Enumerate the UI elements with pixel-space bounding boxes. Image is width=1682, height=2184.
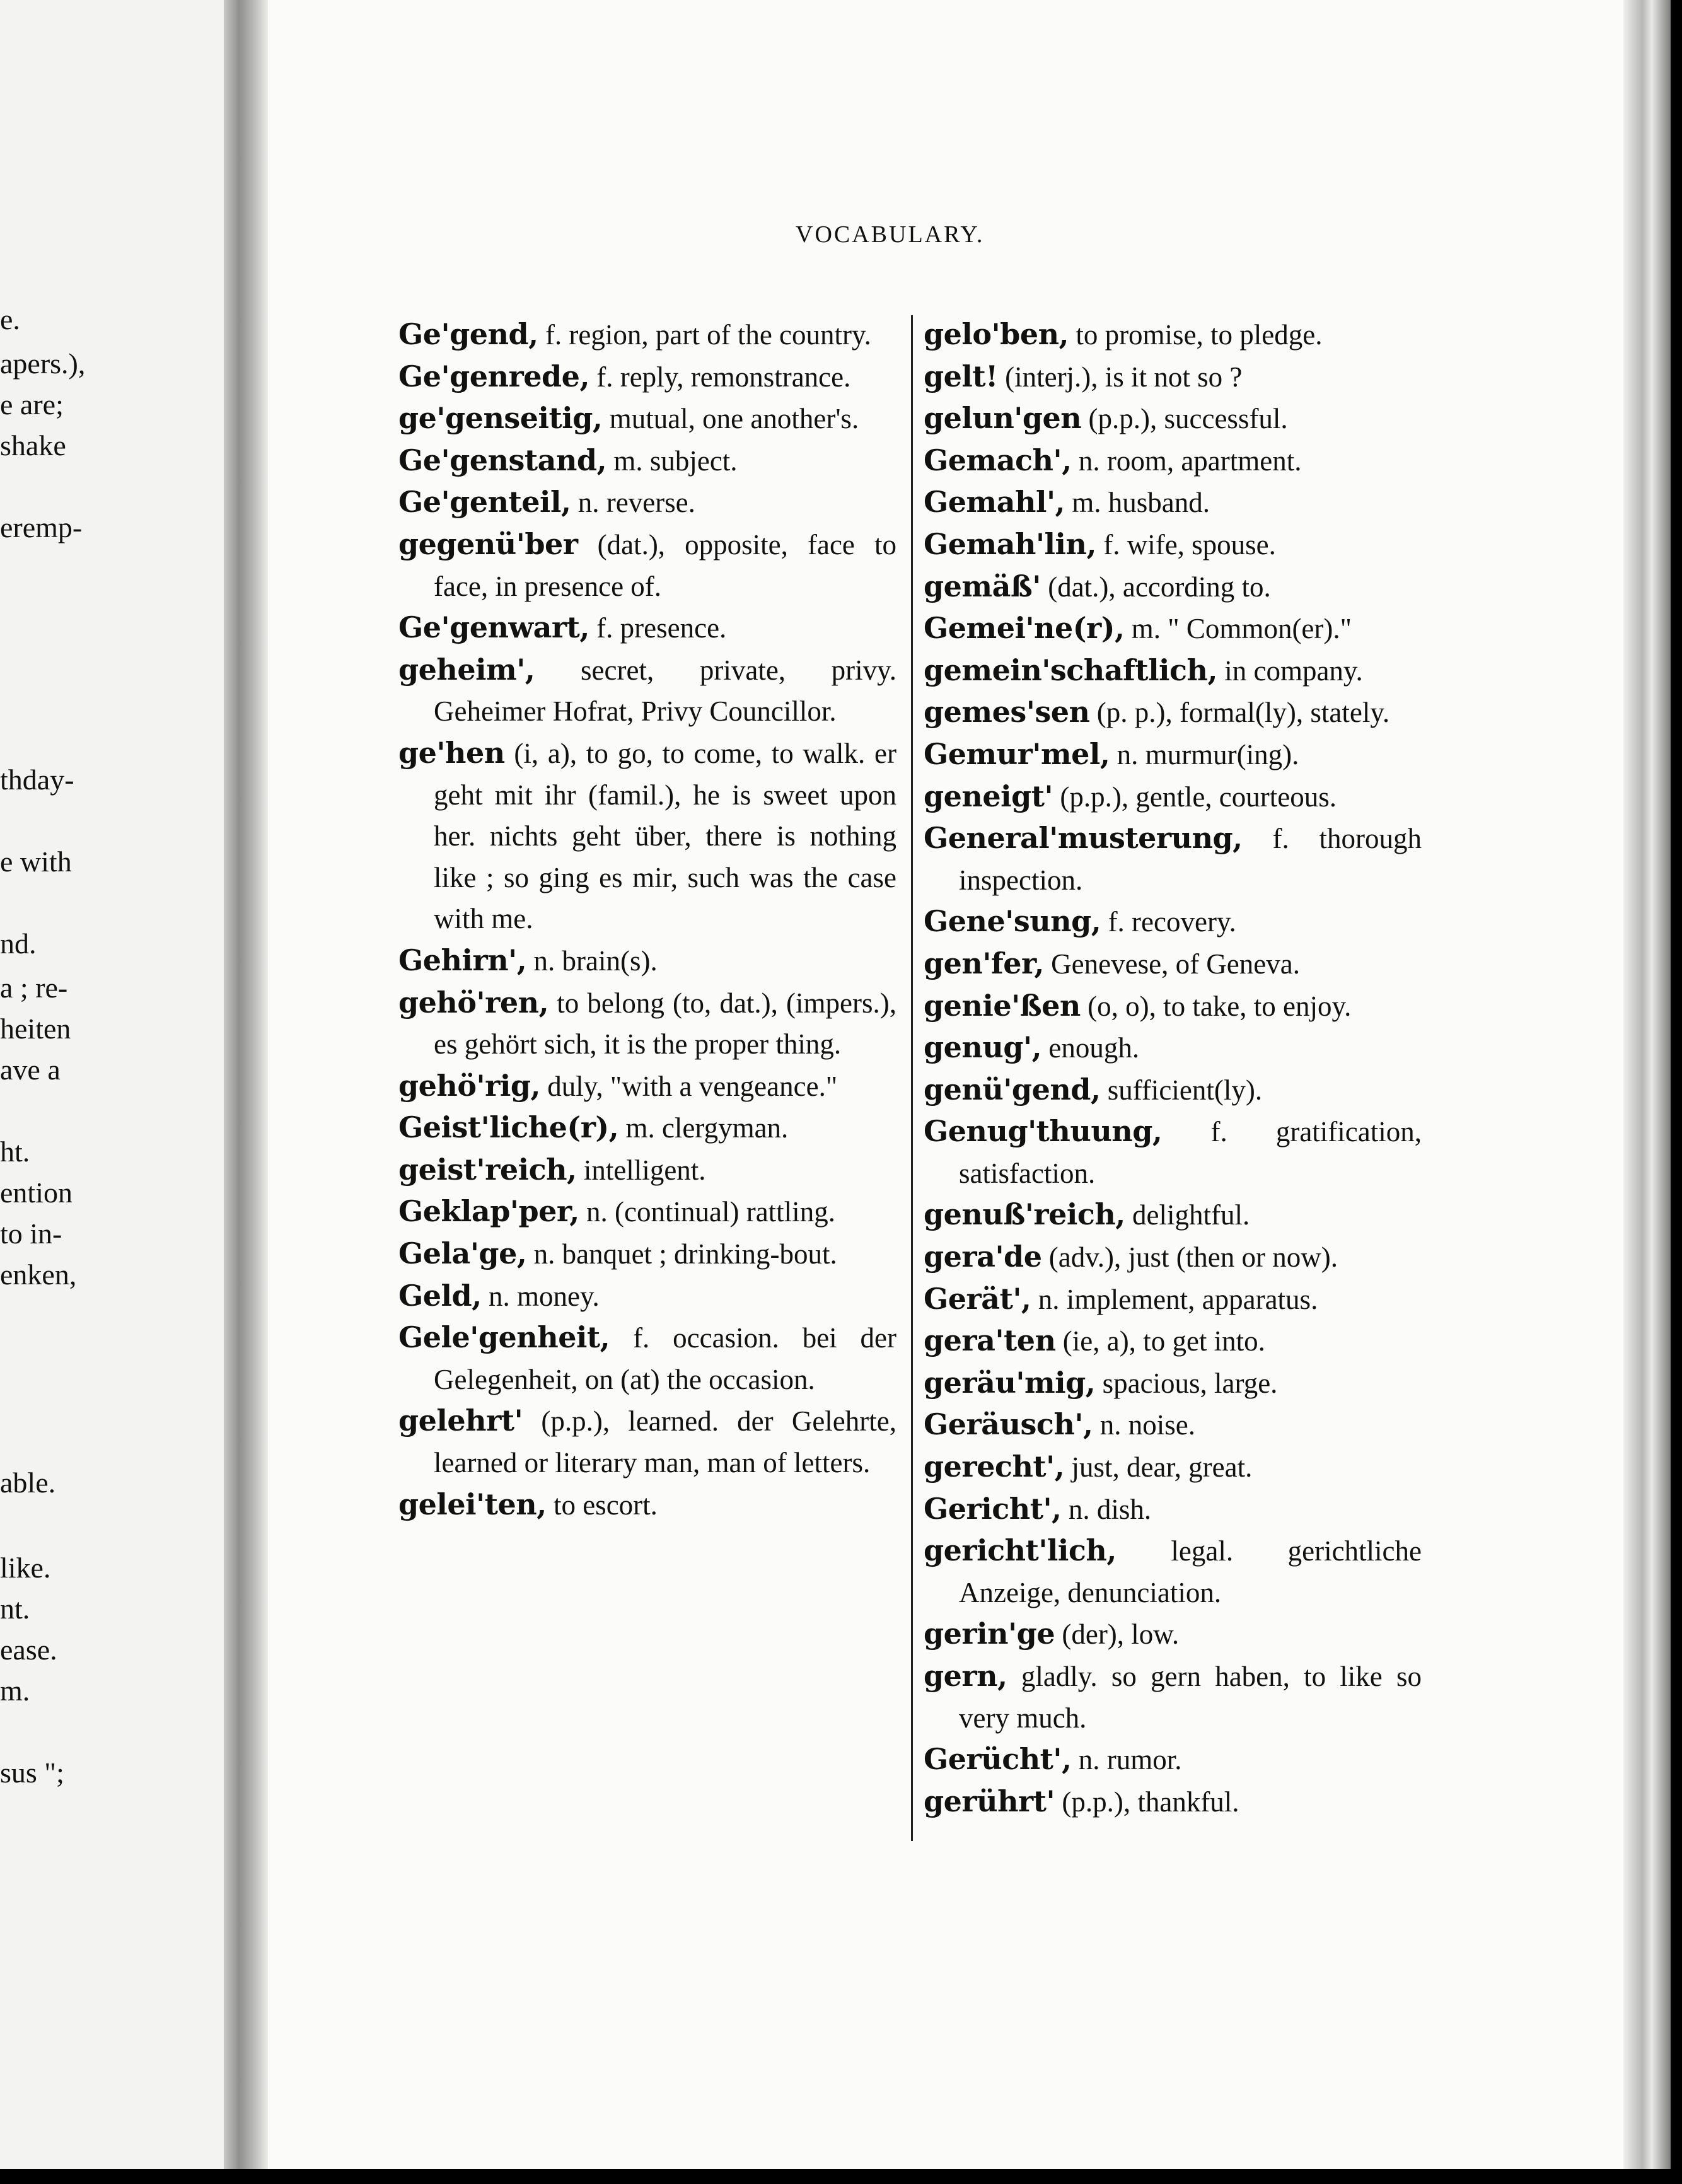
definition: n. noise. [1093, 1409, 1195, 1441]
headword: geneigt' [924, 779, 1053, 813]
fragment-line: e. [0, 303, 20, 335]
headword: Gehirn', [398, 943, 527, 977]
vocab-entry [398, 482, 896, 524]
fragment-line: like. [0, 1552, 51, 1584]
vocab-entry [924, 1362, 1422, 1405]
vocab-entry [924, 1446, 1422, 1489]
headword: Ge'genwart, [398, 610, 589, 645]
definition: (dat.), according to. [1040, 571, 1271, 603]
vocab-entry [398, 356, 896, 398]
definition: n. room, apartment. [1071, 444, 1302, 477]
headword: Ge'genrede, [398, 359, 589, 393]
vocab-entry [398, 607, 896, 649]
vocab-entry [924, 1111, 1422, 1194]
definition: (dat.), opposite, face to face, in presence of. [434, 528, 896, 602]
definition: f. recovery. [1101, 906, 1236, 938]
definition: gladly. so gern haben, to like so very much. [959, 1661, 1422, 1734]
headword: genie'ßen [924, 988, 1081, 1023]
definition: duly, "with a vengeance." [540, 1070, 838, 1102]
vocab-entry [924, 440, 1422, 482]
headword: General'musterung, [924, 821, 1243, 856]
headword: Gericht', [924, 1491, 1062, 1526]
fragment-line: ave a [0, 1054, 61, 1086]
definition: n. banquet ; drinking-bout. [526, 1238, 837, 1270]
definition: f. region, part of the country. [538, 319, 871, 351]
headword: Gemahl', [924, 485, 1065, 520]
definition: (p.p.), thankful. [1055, 1786, 1239, 1818]
definition: to escort. [546, 1489, 658, 1521]
vocab-entry [398, 1233, 896, 1275]
fragment-line: ease. [0, 1634, 57, 1666]
definition: enough. [1041, 1032, 1140, 1064]
headword: Gemur'mel, [924, 736, 1110, 771]
headword: gerührt' [924, 1784, 1055, 1818]
headword: genü'gend, [924, 1072, 1101, 1107]
fragment-line: a ; re- [0, 972, 68, 1004]
headword: Gemah'lin, [924, 526, 1096, 561]
definition: (i, a), to go, to come, to walk. er geht mit ihr (famil.), he is sweet upon her. nichts geht über, there is nothing like ; so ging es mir, such was the case with me. [434, 737, 896, 935]
vocab-entry [924, 1613, 1422, 1656]
headword: Ge'genstand, [398, 443, 607, 477]
headword: gera'de [924, 1240, 1042, 1274]
definition: delightful. [1125, 1199, 1250, 1231]
vocab-entry [398, 1149, 896, 1192]
definition: Genevese, of Geneva. [1043, 948, 1300, 980]
vocab-entry [398, 1275, 896, 1318]
definition: to belong (to, dat.), (impers.), es gehört sich, it is the proper thing. [434, 987, 896, 1060]
headword: gelo'ben, [924, 317, 1069, 351]
definition: m. clergyman. [618, 1112, 789, 1144]
vocab-entry [924, 1069, 1422, 1112]
definition: (p.p.), gentle, courteous. [1053, 781, 1337, 813]
vocab-entry [924, 1194, 1422, 1236]
headword: gelun'gen [924, 401, 1082, 436]
headword: gemes'sen [924, 695, 1090, 729]
vocab-entry [398, 982, 896, 1066]
vocab-entry [924, 398, 1422, 440]
fragment-line: m. [0, 1675, 30, 1707]
fragment-line: shake [0, 429, 66, 462]
definition: (o, o), to take, to enjoy. [1080, 990, 1352, 1022]
fragment-line: heiten [0, 1013, 71, 1045]
vocab-entry [398, 1317, 896, 1400]
fragment-line: nt. [0, 1593, 30, 1625]
definition: in company. [1217, 654, 1363, 687]
vocab-entry [924, 1781, 1422, 1823]
definition: mutual, one another's. [602, 403, 859, 435]
vocab-entry [398, 398, 896, 440]
vocab-entry [924, 776, 1422, 818]
vocab-entry [924, 482, 1422, 524]
headword: gericht'lich, [924, 1533, 1116, 1568]
headword: Gela'ge, [398, 1236, 527, 1271]
definition: m. subject. [606, 444, 738, 477]
definition: n. money. [481, 1280, 600, 1312]
definition: (p.p.), learned. der Gelehrte, learned or literary man, man of letters. [434, 1405, 896, 1479]
vocab-entry [398, 1191, 896, 1233]
fragment-line: eremp- [0, 511, 83, 543]
vocab-entry [924, 1027, 1422, 1069]
definition: f. occasion. bei der Gelegenheit, on (at) the occasion. [434, 1322, 896, 1395]
definition: intelligent. [576, 1154, 706, 1186]
headword: gen'fer, [924, 946, 1044, 980]
headword: geheim', [398, 652, 535, 687]
headword: Geräusch', [924, 1407, 1093, 1442]
definition: n. dish. [1061, 1493, 1152, 1525]
vocab-entry [924, 1236, 1422, 1279]
vocab-entry [924, 734, 1422, 776]
headword: gehö'ren, [398, 985, 549, 1019]
definition: n. reverse. [571, 487, 695, 519]
headword: gemein'schaftlich, [924, 653, 1217, 687]
headword: Ge'gend, [398, 317, 538, 351]
definition: sufficient(ly). [1100, 1074, 1263, 1106]
vocab-entry [398, 1400, 896, 1484]
headword: ge'hen [398, 735, 505, 770]
vocab-entry [924, 692, 1422, 734]
fragment-line: e with [0, 845, 72, 878]
vocab-entry [924, 1489, 1422, 1531]
headword: gern, [924, 1659, 1007, 1693]
vocab-entry [398, 1484, 896, 1526]
vocab-entry [924, 650, 1422, 692]
fragment-line: ht. [0, 1136, 30, 1168]
vocab-entry [924, 1656, 1422, 1739]
headword: gerin'ge [924, 1617, 1055, 1651]
fragment-line: able. [0, 1467, 56, 1499]
vocab-entry [398, 733, 896, 940]
headword: gehö'rig, [398, 1068, 541, 1103]
definition: (ie, a), to get into. [1055, 1325, 1265, 1357]
headword: gelehrt' [398, 1403, 523, 1438]
vocab-entry [924, 314, 1422, 356]
definition: (p. p.), formal(ly), stately. [1089, 697, 1390, 729]
headword: ge'genseitig, [398, 401, 603, 436]
headword: Geld, [398, 1278, 482, 1313]
definition: just, dear, great. [1064, 1451, 1253, 1484]
definition: spacious, large. [1095, 1367, 1278, 1399]
definition: n. murmur(ing). [1110, 738, 1299, 770]
definition: (p.p.), successful. [1081, 403, 1288, 435]
vocab-entry [398, 524, 896, 607]
definition: to promise, to pledge. [1069, 319, 1323, 351]
definition: legal. gerichtliche Anzeige, denunciation. [959, 1535, 1422, 1608]
vocabulary-column-right [924, 314, 1422, 1823]
headword: Gele'genheit, [398, 1320, 610, 1355]
page-edge [1623, 0, 1671, 2169]
headword: Geist'liche(r), [398, 1110, 619, 1145]
page-title: VOCABULARY. [796, 221, 985, 248]
definition: f. presence. [589, 612, 727, 644]
vocab-entry [398, 940, 896, 982]
scan-border [0, 2169, 1682, 2184]
headword: Ge'genteil, [398, 485, 571, 520]
definition: (der), low. [1055, 1618, 1180, 1651]
definition: f. thorough inspection. [959, 823, 1422, 896]
headword: genug', [924, 1030, 1042, 1065]
vocab-entry [398, 649, 896, 733]
definition: f. gratification, satisfaction. [959, 1116, 1422, 1189]
definition: (interj.), is it not so ? [997, 361, 1243, 393]
definition: f. wife, spouse. [1096, 528, 1276, 561]
vocab-entry [398, 440, 896, 482]
definition: n. implement, apparatus. [1031, 1283, 1318, 1315]
headword: Geklap'per, [398, 1194, 579, 1229]
headword: geräu'mig, [924, 1365, 1096, 1400]
definition: f. reply, remonstrance. [589, 361, 851, 393]
definition: n. (continual) rattling. [579, 1196, 835, 1228]
vocab-entry [398, 314, 896, 356]
vocab-entry [924, 1530, 1422, 1613]
vocab-entry [398, 1066, 896, 1108]
vocab-entry [924, 818, 1422, 901]
fragment-line: to in- [0, 1217, 62, 1250]
vocab-entry [924, 524, 1422, 566]
headword: Gerücht', [924, 1742, 1072, 1777]
vocab-entry [924, 985, 1422, 1028]
fragment-line: e are; [0, 388, 64, 421]
definition: secret, private, privy. Geheimer Hofrat, Privy Councillor. [434, 654, 896, 728]
headword: genuß'reich, [924, 1197, 1125, 1232]
definition: n. rumor. [1071, 1744, 1182, 1776]
headword: Gemach', [924, 443, 1072, 477]
definition: n. brain(s). [526, 944, 658, 977]
headword: gelt! [924, 359, 998, 393]
fragment-line: sus "; [0, 1757, 64, 1789]
fragment-line: thday- [0, 764, 74, 796]
vocab-entry [924, 1320, 1422, 1362]
fragment-line: nd. [0, 927, 37, 960]
column-divider [911, 315, 913, 1841]
definition: (adv.), just (then or now). [1041, 1241, 1338, 1274]
fragment-line: ention [0, 1176, 72, 1209]
vocab-entry [924, 356, 1422, 398]
headword: gemäß' [924, 569, 1041, 603]
vocab-entry [924, 943, 1422, 985]
headword: Genug'thuung, [924, 1114, 1163, 1149]
headword: geist'reich, [398, 1152, 577, 1187]
vocab-entry [924, 608, 1422, 650]
headword: gegenü'ber [398, 526, 578, 561]
headword: gerecht', [924, 1449, 1065, 1484]
definition: m. " Common(er)." [1124, 613, 1352, 645]
headword: gera'ten [924, 1323, 1056, 1358]
fragment-line: apers.), [0, 347, 86, 380]
headword: gelei'ten, [398, 1487, 547, 1521]
headword: Gene'sung, [924, 904, 1101, 939]
vocab-entry [398, 1107, 896, 1149]
vocab-entry [924, 901, 1422, 943]
headword: Gemei'ne(r), [924, 611, 1125, 646]
vocabulary-column-left [398, 314, 896, 1526]
vocab-entry [924, 1739, 1422, 1781]
fragment-line: enken, [0, 1258, 77, 1291]
definition: m. husband. [1065, 487, 1210, 519]
headword: Gerät', [924, 1281, 1031, 1316]
vocab-entry [924, 1404, 1422, 1446]
book-gutter [224, 0, 268, 2169]
vocab-entry [924, 1279, 1422, 1321]
vocab-entry [924, 566, 1422, 608]
